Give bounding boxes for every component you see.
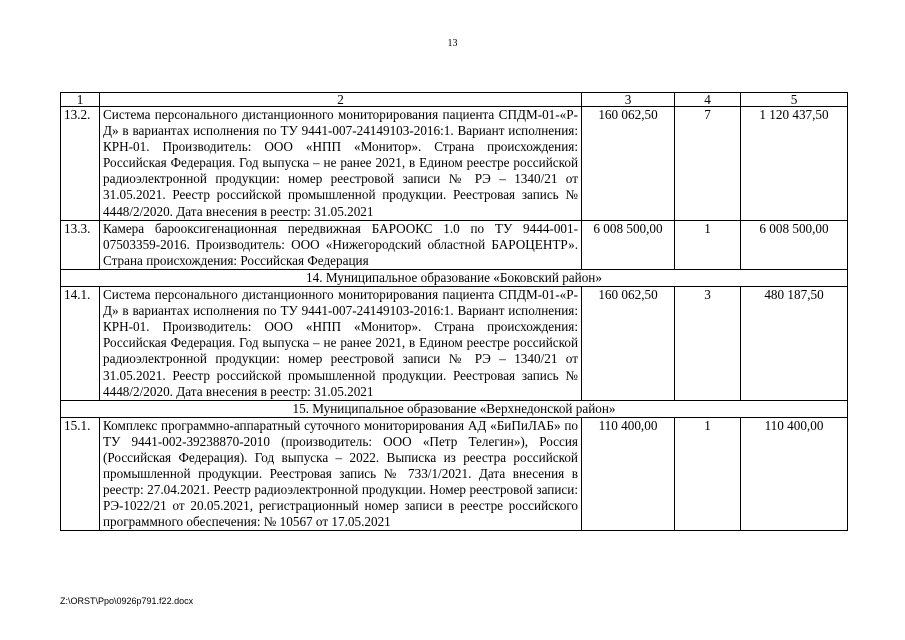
file-path-footer: Z:\ORST\Ppo\0926p791.f22.docx <box>60 596 194 606</box>
item-description: Комплекс программно-аппаратный суточного мониторирования АД «БиПиЛАБ» по ТУ 9441-002-39238870-2010 (производитель: ООО «Петр Телегин»), Россия (Российская Федерация). Год выпуска – 2022. Выписка из реестра российской промышленной продукции. Реестровая запись № 733/1/2021. Дата внесения в реестр: 27.04.2021. Реестр радиоэлектронной продукции. Номер реестровой записи: РЭ-1022/21 от 20.05.2021, регистрационный номер записи в реестре российского программного обеспечения: № 10567 от 17.05.2021 <box>100 417 582 531</box>
unit-price: 110 400,00 <box>582 417 675 531</box>
row-number: 14.1. <box>61 287 100 401</box>
item-description: Система персонального дистанционного мониторирования пациента СПДМ-01-«Р-Д» в вариантах исполнения по ТУ 9441-007-24149103-2016:1. Вариант исполнения: КРН-01. Производитель: ООО «НПП «Монитор». Страна происхождения: Российская Федерация. Год выпуска – не ранее 2021, в Едином реестре российской радиоэлектронной продукции: номер реестровой записи № РЭ – 1340/21 от 31.05.2021. Реестр российской промышленной продукции. Реестровая запись № 4448/2/2020. Дата внесения в реестр: 31.05.2021 <box>100 107 582 221</box>
header-cell: 4 <box>675 93 741 107</box>
section-row <box>61 400 848 417</box>
quantity: 1 <box>675 220 741 269</box>
unit-price: 160 062,50 <box>582 287 675 401</box>
page-number: 13 <box>447 38 458 49</box>
item-description: Камера барооксигенационная передвижная БАРООКС 1.0 по ТУ 9444-001-07503359-2016. Производитель: ООО «Нижегородский областной БАРОЦЕНТР». Страна происхождения: Российская Федерация <box>100 220 582 269</box>
total-amount: 110 400,00 <box>741 417 848 531</box>
table-header-row <box>61 93 848 107</box>
specification-table <box>60 92 848 531</box>
row-number: 13.3. <box>61 220 100 269</box>
header-cell: 1 <box>61 93 100 107</box>
section-title: 15. Муниципальное образование «Верхнедонской район» <box>61 400 848 417</box>
quantity: 7 <box>675 107 741 221</box>
header-cell: 2 <box>100 93 582 107</box>
table-row <box>61 417 848 531</box>
row-number: 15.1. <box>61 417 100 531</box>
total-amount: 6 008 500,00 <box>741 220 848 269</box>
section-row <box>61 269 848 286</box>
quantity: 1 <box>675 417 741 531</box>
table-row <box>61 220 848 269</box>
table-row <box>61 107 848 221</box>
row-number: 13.2. <box>61 107 100 221</box>
header-cell: 3 <box>582 93 675 107</box>
total-amount: 480 187,50 <box>741 287 848 401</box>
total-amount: 1 120 437,50 <box>741 107 848 221</box>
section-title: 14. Муниципальное образование «Боковский район» <box>61 269 848 286</box>
header-cell: 5 <box>741 93 848 107</box>
item-description: Система персонального дистанционного мониторирования пациента СПДМ-01-«Р-Д» в вариантах исполнения по ТУ 9441-007-24149103-2016:1. Вариант исполнения: КРН-01. Производитель: ООО «НПП «Монитор». Страна происхождения: Российская Федерация. Год выпуска – не ранее 2021, в Едином реестре российской радиоэлектронной продукции: номер реестровой записи № РЭ – 1340/21 от 31.05.2021. Реестр российской промышленной продукции. Реестровая запись № 4448/2/2020. Дата внесения в реестр: 31.05.2021 <box>100 287 582 401</box>
unit-price: 160 062,50 <box>582 107 675 221</box>
unit-price: 6 008 500,00 <box>582 220 675 269</box>
table-row <box>61 287 848 401</box>
quantity: 3 <box>675 287 741 401</box>
